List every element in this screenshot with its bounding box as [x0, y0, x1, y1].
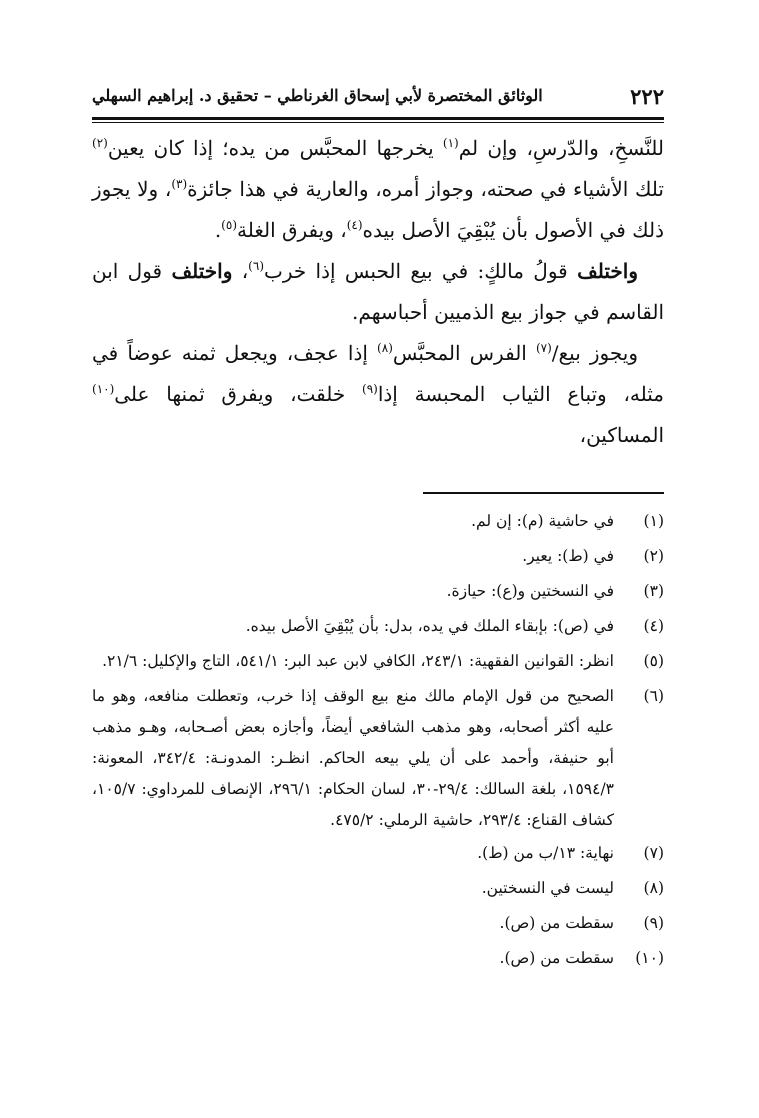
- footnote-number: (٨): [643, 879, 664, 897]
- text-run: قول ابن القاسم في جواز بيع الذميين أحباسهم.: [92, 259, 664, 324]
- footnote-text: سقطت من (ص).: [499, 949, 614, 967]
- text-run: الفرس المحبَّس: [392, 341, 536, 365]
- footnote-marker-3[interactable]: (٣): [171, 177, 188, 191]
- footnote-8: [92, 873, 664, 904]
- footnote-text: الصحيح من قول الإمام مالك منع بيع الوقف إذا خرب، وتعطلت منافعه، وهو ما عليه أكثر أصحابه، وهو مذهب الشافعي أيضاً، وأجازه بعض أصـحابه، وهـو مذهب أبو حنيفة، وأحمد على أن يلي بيعه الحاكم. انظـر: المدونـة: ٣٤٢/٤، المعونة: ١٥٩٤/٣، بلغة السالك: ٢٩/٤-٣٠، لسان الحكام: ٢٩٦/١، الإنصاف للمرداوي: ١٠٥/٧، كشاف القناع: ٢٩٣/٤، حاشية الرملي: ٤٧٥/٢.: [92, 687, 614, 829]
- footnote-marker-6[interactable]: (٦): [248, 259, 264, 273]
- footnote-7: [92, 838, 664, 869]
- footnote-number: (٣): [643, 582, 664, 600]
- text-run: إذا عجف، ويجعل ثمنه عوضاً في مثله، وتباع الثياب المحبسة إذا: [92, 341, 664, 406]
- footnote-text: في حاشية (م): إن لم.: [471, 512, 614, 530]
- text-run: تلك الأشياء في صحته، وجواز أمره، والعارية في هذا جائزة: [187, 177, 664, 201]
- footnote-marker-9[interactable]: (٩): [362, 382, 378, 396]
- footnote-marker-1[interactable]: (١): [442, 136, 459, 150]
- footnote-1: [92, 506, 664, 537]
- text-run: ، ولا يجوز ذلك في الأصول بأن يُبْقِيَ الأصل بيده: [92, 177, 664, 242]
- bold-keyword: واختلف: [171, 259, 233, 283]
- footnote-text: نهاية: ١٣/ب من (ط).: [477, 844, 614, 862]
- footnote-2: [92, 541, 664, 572]
- footnote-text: ليست في النسختين.: [481, 879, 614, 897]
- main-text: [92, 128, 664, 456]
- text-run: ،: [232, 259, 249, 283]
- text-run: يخرجها المحبَّس من يده؛ إذا كان يعين: [107, 136, 443, 160]
- footnote-3: [92, 576, 664, 607]
- text-run: المساكين،: [579, 423, 664, 447]
- page-number: ٢٢٢: [630, 84, 664, 109]
- paragraph-3: [92, 333, 664, 456]
- footnote-number: (٦): [643, 687, 664, 705]
- footnote-text: في النسختين و(ع): حيازة.: [446, 582, 614, 600]
- text-run: قولُ مالكٍ: في بيع الحبس إذا خرب: [264, 259, 578, 283]
- footnote-number: (٥): [643, 652, 664, 670]
- footnote-10: [92, 943, 664, 974]
- text-run: .: [214, 218, 222, 242]
- footnote-6: [92, 681, 664, 836]
- text-run: ويجوز بيع/: [551, 341, 639, 365]
- footnote-number: (١٠): [635, 949, 664, 967]
- footnote-marker-8[interactable]: (٨): [377, 341, 393, 355]
- footnote-number: (٧): [643, 844, 664, 862]
- footnote-number: (٩): [643, 914, 664, 932]
- footnote-text: انظر: القوانين الفقهية: ٢٤٣/١، الكافي لابن عبد البر: ٥٤١/١، التاج والإكليل: ٢١/٦.: [102, 652, 614, 670]
- footnote-marker-4[interactable]: (٤): [346, 218, 363, 232]
- footnotes: [92, 506, 664, 978]
- footnote-separator: [423, 492, 664, 494]
- text-run: للنَّسخِ، والدّرسِ، وإن لم: [458, 136, 664, 160]
- header-rule-thin: [92, 122, 664, 123]
- footnote-4: [92, 611, 664, 642]
- text-run: ، ويفرق الغلة: [237, 218, 347, 242]
- footnote-text: في (ط): يعير.: [522, 547, 614, 565]
- footnote-number: (٢): [643, 547, 664, 565]
- footnote-5: [92, 646, 664, 677]
- footnote-marker-5[interactable]: (٥): [221, 218, 237, 232]
- bold-keyword: واختلف: [577, 259, 638, 283]
- footnote-text: في (ص): بإبقاء الملك في يده، بدل: بأن يُبْقِيَ الأصل بيده.: [245, 617, 614, 635]
- page-header: [92, 80, 664, 116]
- footnote-9: [92, 908, 664, 939]
- footnote-marker-7[interactable]: (٧): [535, 341, 552, 355]
- text-run: خلقت، ويفرق ثمنها على: [114, 382, 362, 406]
- paragraph-2: [92, 251, 664, 333]
- footnote-marker-10[interactable]: (١٠): [92, 382, 115, 396]
- paragraph-1: [92, 128, 664, 251]
- header-rule-thick: [92, 117, 664, 120]
- running-title: الوثائق المختصرة لأبي إسحاق الغرناطي – تحقيق د. إبراهيم السهلي: [92, 86, 543, 105]
- footnote-text: سقطت من (ص).: [499, 914, 614, 932]
- footnote-number: (٤): [643, 617, 664, 635]
- footnote-marker-2[interactable]: (٢): [92, 136, 108, 150]
- footnote-number: (١): [643, 512, 664, 530]
